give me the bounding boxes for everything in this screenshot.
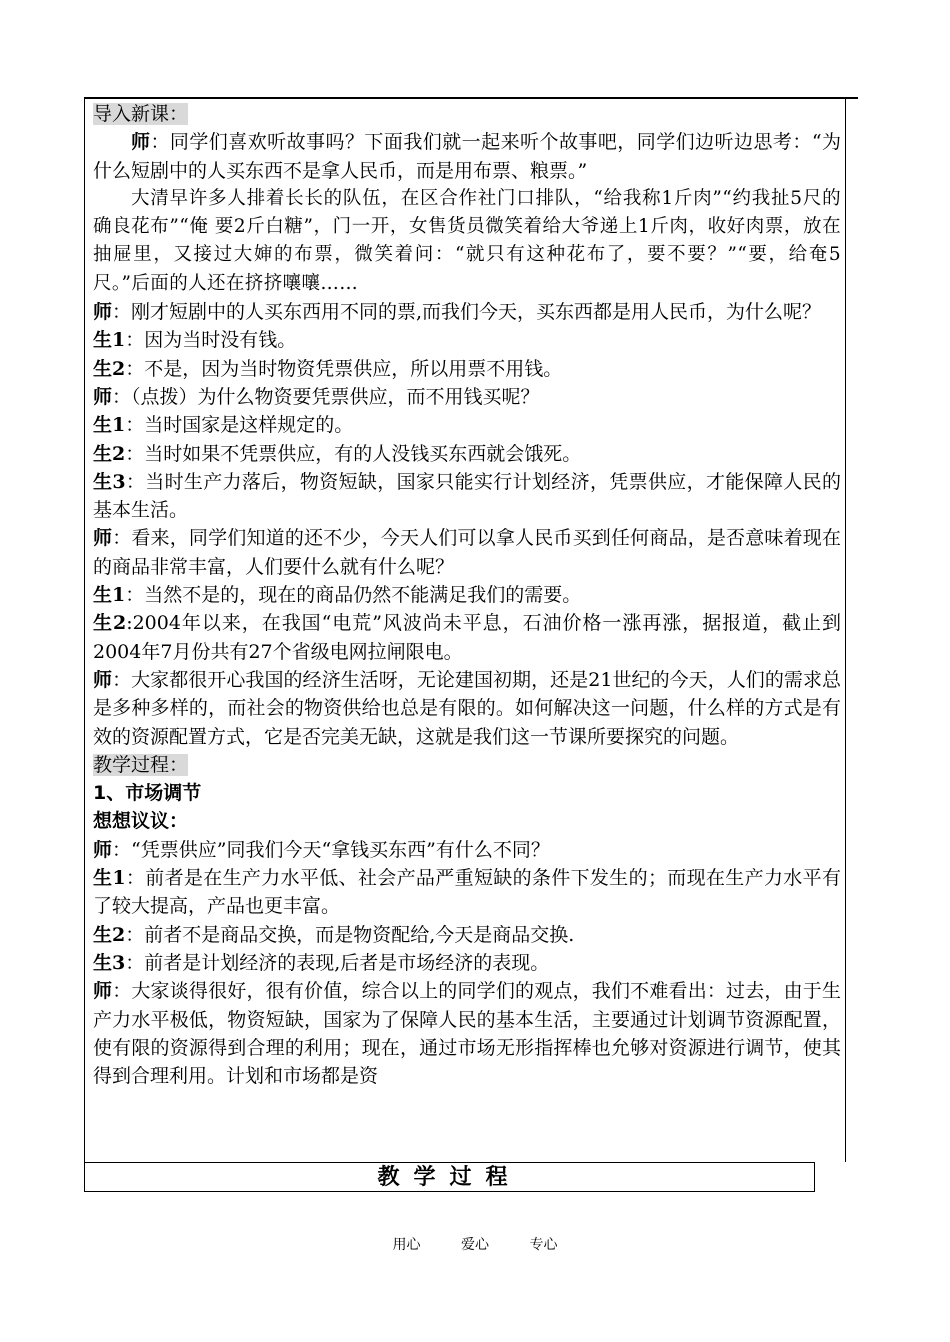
lesson-content [93,100,841,1090]
discuss-label: 想想议议： [93,810,189,833]
dialogue-text: ：看来，同学们知道的还不少，今天人们可以拿人民币买到任何商品，是否意味着现在的商品非常丰富，人们要什么就有什么呢？ [93,527,841,578]
footer-word: 专心 [529,1237,558,1253]
market-regulation-subheading: 1、市场调节 [93,782,202,805]
dialogue-text: :2004年以来，在我国“电荒”风波尚未平息，石油价格一涨再涨，据报道，截止到2004年7月份共有27个省级电网拉闸限电。 [93,612,841,663]
speaker-label: 生2 [93,357,126,380]
dialogue-line [93,581,841,609]
process-heading: 教学过程： [93,753,189,776]
speaker-label: 生1 [93,867,126,890]
intro-heading: 导入新课： [93,103,189,125]
speaker-label: 师 [93,838,113,861]
dialogue-text: ：（点拨）为什么物资要凭票供应，而不用钱买呢？ [112,385,540,408]
dialogue-line [93,298,841,326]
dialogue-line [93,468,841,525]
dialogue-line [93,383,841,411]
dialogue-line [93,355,841,383]
dialogue-line [93,977,841,1090]
speaker-label: 生2 [93,923,126,946]
speaker-label: 生1 [93,584,126,607]
dialogue-text: ：前者不是商品交换，而是物资配给,今天是商品交换. [125,923,575,946]
dialogue-section-2 [93,836,841,1091]
speaker-label: 生2 [93,612,127,635]
dialogue-line [93,326,841,354]
speaker-label: 生3 [93,470,126,493]
dialogue-text: ：因为当时没有钱。 [125,329,297,352]
speaker-label: 师 [93,980,113,1003]
dialogue-text: ：大家都很开心我国的经济生活呀，无论建国初期，还是21世纪的今天，人们的需求总是多种多样的，而社会的物资供给也总是有限的。如何解决这一问题，什么样的方式是有效的资源配置方式，它是否完美无缺，这就是我们这一节课所要探究的问题。 [93,668,841,748]
speaker-label: 师 [93,385,113,408]
speaker-label: 生2 [93,442,126,465]
dialogue-line [93,411,841,439]
dialogue-text: ：当然不是的，现在的商品仍然不能满足我们的需要。 [125,584,582,607]
speaker-label: 师 [93,668,113,691]
footer-word: 用心 [392,1237,421,1253]
page-footer [0,1234,950,1254]
speaker-label: 师 [93,527,113,550]
dialogue-line [93,836,841,864]
speaker-label: 生3 [93,951,126,974]
speaker-label: 师 [93,301,113,324]
dialogue-line [93,524,841,581]
dialogue-line [93,921,841,949]
dialogue-line [93,440,841,468]
speaker-label: 生1 [93,329,126,352]
dialogue-text: ：“凭票供应”同我们今天“拿钱买东西”有什么不同？ [112,838,550,861]
dialogue-section-1 [93,298,841,751]
dialogue-line [93,666,841,751]
intro-teacher-paragraph: 师：同学们喜欢听故事吗？下面我们就一起来听个故事吧，同学们边听边思考：“为什么短剧中的人买东西不是拿人民币，而是用布票、粮票。” [93,131,841,182]
dialogue-text: ：刚才短剧中的人买东西用不同的票,而我们今天，买东西都是用人民币，为什么呢？ [112,301,822,324]
dialogue-text: ：当时国家是这样规定的。 [125,414,354,437]
dialogue-text: ：不是，因为当时物资凭票供应，所以用票不用钱。 [125,357,563,380]
speaker-label: 生1 [93,414,126,437]
dialogue-text: ：当时如果不凭票供应，有的人没钱买东西就会饿死。 [125,442,582,465]
table-footer-title: 教学过程 [84,1162,815,1192]
dialogue-line [93,864,841,921]
story-paragraph: 大清早许多人排着长长的队伍，在区合作社门口排队，“给我称1斤肉”“约我扯5尺的确良花布”“俺 要2斤白糖”，门一开，女售货员微笑着给大爷递上1斤肉，收好肉票，放在抽屉里，又接过大婶的布票，微笑着问：“就只有这种花布了，要不要？”“要，给奄5尺。”后面的人还在挤挤嚷嚷…… [93,187,841,294]
footer-word: 爱心 [461,1237,489,1253]
dialogue-text: ：当时生产力落后，物资短缺，国家只能实行计划经济，凭票供应，才能保障人民的基本生活。 [93,470,841,522]
dialogue-line [93,609,841,666]
dialogue-line [93,949,841,977]
dialogue-text: ：前者是在生产力水平低、社会产品严重短缺的条件下发生的；而现在生产力水平有了较大提高，产品也更丰富。 [93,867,841,918]
dialogue-text: ：大家谈得很好，很有价值，综合以上的同学们的观点，我们不难看出：过去，由于生产力水平极低，物资短缺，国家为了保障人民的基本生活，主要通过计划调节资源配置，使有限的资源得到合理的利用；现在，通过市场无形指挥棒也允够对资源进行调节，使其得到合理利用。计划和市场都是资 [93,980,841,1088]
dialogue-text: ：前者是计划经济的表现,后者是市场经济的表现。 [125,951,550,974]
